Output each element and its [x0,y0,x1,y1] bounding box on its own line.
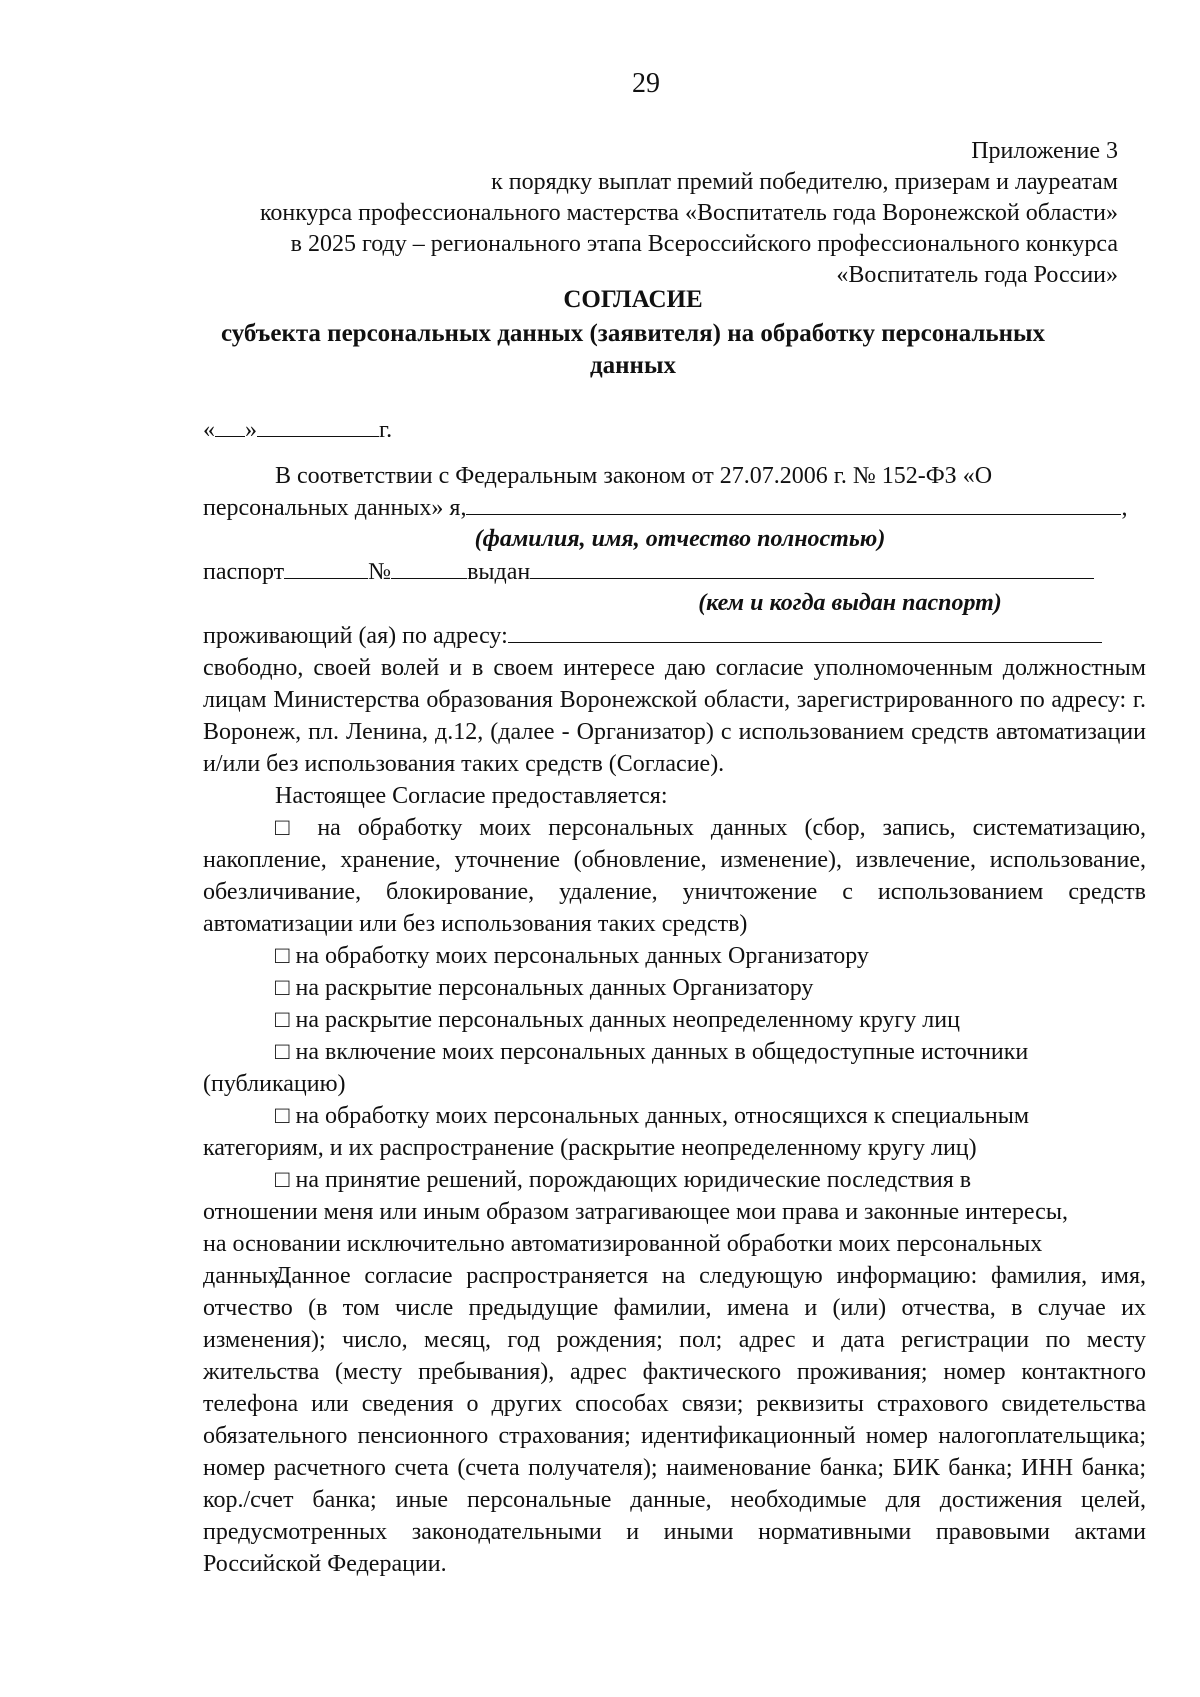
date-close-quote: » [245,417,257,443]
law-intro-prefix: персональных данных» я, [203,495,467,521]
date-month-year-field[interactable] [257,416,379,437]
address-field[interactable] [508,622,1102,643]
date-open-quote: « [203,417,215,443]
passport-issued-label: выдан [467,559,531,585]
option-special-categories: □ на обработку моих персональных данных, относящихся к специальным категориям, и их распространение (раскрытие неопределенному кругу лиц) [203,1103,1030,1161]
passport-number-label: № [368,559,392,585]
note-fio: (фамилия, имя, отчество полностью) [474,526,886,552]
document-subtitle: субъекта персональных данных (заявителя) на обработку персональных данных [220,320,1046,379]
appendix-line-2: к порядку выплат премий победителю, призерам и лауреатам [491,169,1118,195]
date-line [203,414,392,446]
appendix-header [218,136,1118,291]
law-intro-suffix: , [1121,495,1128,521]
option-processing-organizer: □ на обработку моих персональных данных Организатору [275,943,869,969]
law-intro-line-1: В соответствии с Федеральным законом от 27.07.2006 г. № 152-ФЗ «О [275,463,993,489]
appendix-line-4: в 2025 году – регионального этапа Всероссийского профессионального конкурса [290,231,1118,257]
document-title: СОГЛАСИЕ [563,286,703,313]
appendix-line-1: Приложение 3 [971,138,1118,164]
option-disclosure-organizer: □ на раскрытие персональных данных Организатору [275,975,814,1001]
option-public-sources: □ на включение моих персональных данных в общедоступные источники (публикацию) [203,1039,1029,1097]
passport-number-field[interactable] [391,558,467,579]
note-passport: (кем и когда выдан паспорт) [698,590,1002,616]
passport-series-field[interactable] [284,558,368,579]
appendix-line-3: конкурса профессионального мастерства «Воспитатель года Воронежской области» [259,200,1118,226]
provided-heading: Настоящее Согласие предоставляется: [275,783,668,809]
option-disclosure-public: □ на раскрытие персональных данных неопределенному кругу лиц [275,1007,960,1033]
law-intro-line-2 [203,492,1127,524]
appendix-line-5: «Воспитатель года России» [836,262,1118,288]
info-paragraph: Данное согласие распространяется на следующую информацию: фамилия, имя, отчество (в том числе предыдущие фамилии, имена и (или) отчества, в случае их изменения); число, месяц, год рождения; пол; адрес и дата регистрации по месту жительства (месту пребывания), адрес фактического проживания; номер контактного телефона или сведения о других способах связи; реквизиты страхового свидетельства обязательного пенсионного страхования; идентификационный номер налогоплательщика; номер расчетного счета (счета получателя); наименование банка; БИК банка; ИНН банка; кор./счет банка; иные персональные данные, необходимые для достижения целей, предусмотренных законодательными и иными нормативными правовыми актами Российской Федерации. [203,1263,1146,1577]
date-suffix: г. [379,417,393,443]
option-processing-full: □ на обработку моих персональных данных (сбор, запись, систематизацию, накопление, хранение, уточнение (обновление, изменение), извлечение, использование, обезличивание, блокирование, удаление, уничтожение с использованием средств автоматизации или без использования таких средств) [203,815,1146,937]
date-day-field[interactable] [215,416,245,437]
fio-field[interactable] [466,494,1121,515]
page-number: 29 [632,68,660,99]
address-line [203,620,1102,652]
passport-issued-field[interactable] [530,558,1094,579]
address-label: проживающий (ая) по адресу: [203,623,508,649]
option-automated-decisions: □ на принятие решений, порождающих юридические последствия в отношении меня или иным образом затрагивающее мои права и законные интересы, на основании исключительно автоматизированной обработки моих персональных данных. [203,1167,1068,1289]
passport-label: паспорт [203,559,285,585]
passport-line [203,556,1094,588]
consent-paragraph: свободно, своей волей и в своем интересе даю согласие уполномоченным должностным лицам Министерства образования Воронежской области, зарегистрированного по адресу: г. Воронеж, пл. Ленина, д.12, (далее - Организатор) с использованием средств автоматизации и/или без использования таких средств (Согласие). [203,655,1146,777]
